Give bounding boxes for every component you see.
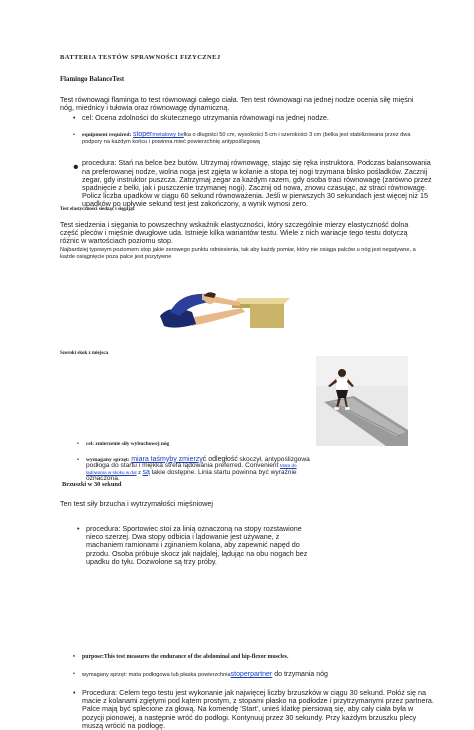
stopwatch-partner-link[interactable]: stoperpartner — [230, 671, 273, 678]
tape-measure-link[interactable]: miara taśmy — [131, 455, 170, 463]
crunches-equipment — [72, 671, 432, 679]
long-jump-equip-text3: z — [138, 469, 141, 476]
long-jump-equip-label: wymagany sprzęt: — [86, 456, 130, 463]
crunches-procedure: • Procedura: Celem tego testu jest wykonanie jak najwięcej liczby brzuszków w ciągu 30 sekund. Połóż się na macie z kolanami zgiętymi pod kątem prostym, z stopami płasko na podłodze i przytrzymanymi przez partnera. Palce mają być splecione za głową. Na komendę 'Start', unieś klatkę piersiową się, aby cały ciała była w pozycji pionowej, a następnie wróć do podłogi. Kontynuuj przez 30 sekundy. Przy każdym brzuszku plecy muszą wrócić na podłogę. — [72, 689, 434, 730]
flamingo-procedure-text: • procedura: Stań na belce bez butów. Utrzymaj równowagę, stając się ręka instruktora. Podczas balansowania na preferowanej nodze, wolna noga jest zgięta w kolanie a stopa tej nogi trzymana blisko pośladków. Zacznij zegar, gdy instruktor puszcza. Zatrzymaj zegar za każdym razem, gdy osoba traci równowagę (zarówno przez spadnięcie z belki, jak i puszczenie trzymanej nogi). Zacznij od nowa, znowu czasując, aż straci równowagę. Policz liczba upadków w ciągu 60 sekund równoważenia. Jeśli w pierwszych 30 sekundach jest więcej niż 15 upadków po upływie sekund test jest zakończony, a wynik wynosi zero. — [82, 158, 432, 209]
long-jump-equip-text4: takie dostępne. Linia startu powinna być wyraźnie oznaczona. — [86, 468, 297, 483]
flamingo-goal: • cel: Ocena zdolności do skutecznego utrzymania równowagi na jednej nodze. — [72, 114, 422, 122]
document-title: BATTERIA TESTÓW SPRAWNOŚCI FIZYCZNEJ — [60, 54, 221, 61]
long-jump-equip-text1: ć odległość — [202, 455, 238, 463]
sit-reach-heading: Test elastyczności siedząc i sięgając — [60, 207, 135, 212]
equipment-label: equipment required: — [82, 132, 132, 139]
long-jump-goal: • cel: zmierzenie siły wybuchowej nóg — [76, 441, 474, 448]
long-jump-equipment — [76, 457, 318, 483]
flamingo-procedure — [72, 159, 432, 208]
long-jump-equip-text2: skoczył, antypoślizgowa podłoga do startu i miękka strefa lądowania preferred. Convenient — [86, 455, 310, 470]
equipment-text: lka o długości 50 cm, wysokości 5 cm i szerokości 3 cm (belka jest stabilizowana przez dwa podpory na każdym końcu i powinna mieć powierzchnię antypoślizgową — [82, 132, 411, 145]
crunches-heading: Brzuszki w 30 sekund — [62, 481, 122, 488]
box-front — [250, 304, 284, 328]
crunches-purpose: • purpose:This test measures the endurance of the abdominal and hip-flexor muscles. — [72, 654, 432, 661]
stoper-link[interactable]: stoper — [132, 131, 153, 139]
long-jump-procedure: • procedura: Sportowiec stoi za linią oznaczoną na stopy rozstawione nieco szerzej. Dwa stopy odbicia i lądowanie jest używane, z machaniem ramionami i zginaniem kolana, aby zapewnić napęd do przodu. Osoba próbuje skocz jak najdalej, lądując na obu nogach bez upadku do tyłu. Dozwolone są trzy próby. — [76, 525, 316, 566]
sit-reach-intro: Test siedzenia i sięgania to powszechny wskaźnik elastyczności, który szczególnie mierzy elastyczność dolna część pleców i mięśnie dwugłowe uda. Istnieje kilka wariantów testu. Wiele z nich wariacje tego testu dotyczą różnic w wartościach poziomu stop. — [60, 220, 409, 246]
flamingo-intro: Test równowagi flaminga to test równowagi całego ciała. Ten test równowagi na jednej nodze ocenia siłę mięśni nóg, miednicy i tułowia oraz równowagę dynamiczną. — [60, 95, 414, 113]
flamingo-heading: Flamingo BalanceTest — [60, 76, 125, 83]
box-top — [232, 298, 290, 304]
crunches-equip-text1: wymagany sprzęt: mata podłogowa lub płaska powierzchnia — [82, 672, 231, 678]
long-jump-photo — [316, 356, 408, 446]
sit-reach-note: Najbardziej typowym poziomem stop jakie zerowego punktu odniesienia, tak aby każdy pomiar, który nie osiąga palców u nóg jest negatywne, a każde osiągnięcie poza palce jest pozytywne — [60, 247, 416, 260]
to-measure-link[interactable]: by zmierzy — [169, 455, 203, 463]
sit-and-reach-illustration — [150, 268, 300, 334]
landing-mat-link[interactable]: Mata do lądowania w skoku w dal — [86, 463, 297, 475]
crunches-equip-text2: do trzymania nóg — [272, 671, 328, 678]
flamingo-equipment — [72, 132, 432, 145]
long-jump-heading: Szeroki skok z miejsca — [60, 351, 109, 356]
crunches-intro: Ten test siły brzucha i wytrzymałości mięśniowej — [60, 499, 213, 508]
metal-beam-link[interactable]: metalowy be — [152, 132, 184, 139]
are-link[interactable]: są — [142, 468, 150, 476]
